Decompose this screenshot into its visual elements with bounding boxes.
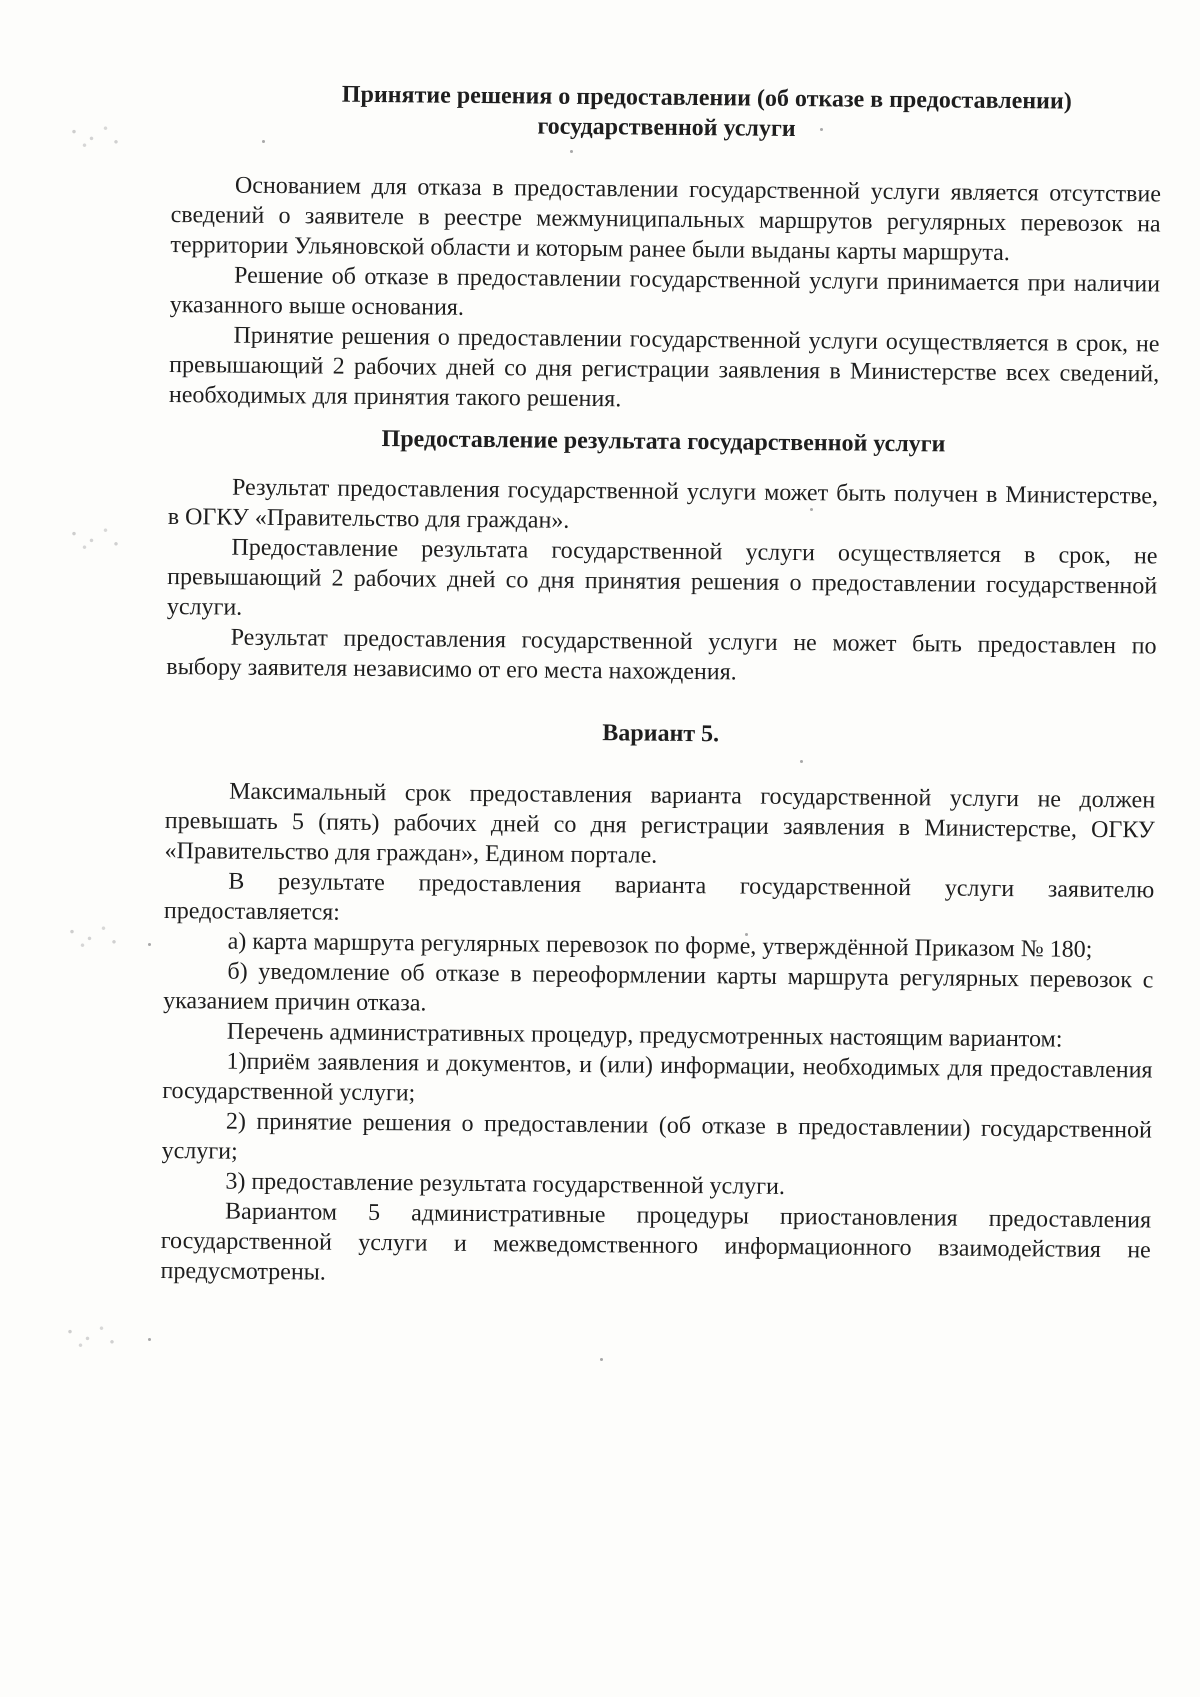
- section-title: Принятие решения о предоставлении (об отказе в предоставлении): [341, 81, 1072, 115]
- paragraph: Результат предоставления государственной услуги может быть получен в Министерстве, в ОГКУ «Правительство для граждан».: [167, 474, 1159, 534]
- list-item: б) уведомление об отказе в переоформлении карты маршрута регулярных перевозок с указанием причин отказа.: [163, 958, 1154, 1017]
- paragraph: Перечень административных процедур, предусмотренных настоящим вариантом:: [226, 1018, 1063, 1053]
- paragraph: Основанием для отказа в предоставлении государственной услуги является отсутствие сведений о заявителе в реестре межмуниципальных маршрутов регулярных перевозок на территории Ульяновской области и которым ранее были выданы карты маршрута.: [170, 172, 1162, 267]
- paragraph: Результат предоставления государственной услуги не может быть предоставлен по выбору заявителя независимо от его места нахождения.: [166, 624, 1157, 686]
- scan-artifact: [60, 118, 130, 152]
- list-item: 3) предоставление результата государственной услуги.: [225, 1168, 786, 1200]
- scan-artifact: [58, 918, 128, 952]
- document-body: [160, 78, 1162, 1295]
- paragraph: Решение об отказе в предоставлении государственной услуги принимается при наличии указанного выше основания.: [169, 262, 1161, 321]
- scan-speck: [148, 1338, 151, 1341]
- paragraph: Предоставление результата государственной услуги осуществляется в срок, не превышающий 2 рабочих дней со дня принятия решения о предоставлении государственной услуги.: [166, 534, 1158, 621]
- scan-artifact: [56, 1318, 126, 1352]
- list-item: 1)приём заявления и документов, и (или) информации, необходимых для предоставления государственной услуги;: [162, 1048, 1153, 1107]
- scan-speck: [148, 943, 151, 946]
- paragraph: Принятие решения о предоставлении государственной услуги осуществляется в срок, не превышающий 2 рабочих дней со дня регистрации заявления в Министерстве всех сведений, необходимых для принятия такого решения.: [168, 322, 1160, 413]
- section-title-continuation: государственной услуги: [537, 113, 796, 142]
- list-item: 2) принятие решения о предоставлении (об отказе в предоставлении) государственной услуги;: [161, 1108, 1153, 1165]
- section-title: Предоставление результата государственной услуги: [381, 426, 946, 458]
- paragraph: В результате предоставления варианта государственной услуги заявителю предоставляется:: [163, 868, 1155, 926]
- paragraph: Вариантом 5 административные процедуры приостановления предоставления государственной услуги и межведомственного информационного взаимодействия не предусмотрены.: [160, 1198, 1152, 1286]
- list-item: а) карта маршрута регулярных перевозок по форме, утверждённой Приказом № 180;: [227, 928, 1093, 963]
- scan-speck: [600, 1358, 603, 1361]
- scan-artifact: [60, 520, 130, 554]
- paragraph: Максимальный срок предоставления варианта государственной услуги не должен превышать 5 (пять) рабочих дней со дня регистрации заявления в Министерстве, ОГКУ «Правительство для граждан», Едином портале.: [164, 778, 1156, 869]
- section-title: Вариант 5.: [602, 720, 720, 748]
